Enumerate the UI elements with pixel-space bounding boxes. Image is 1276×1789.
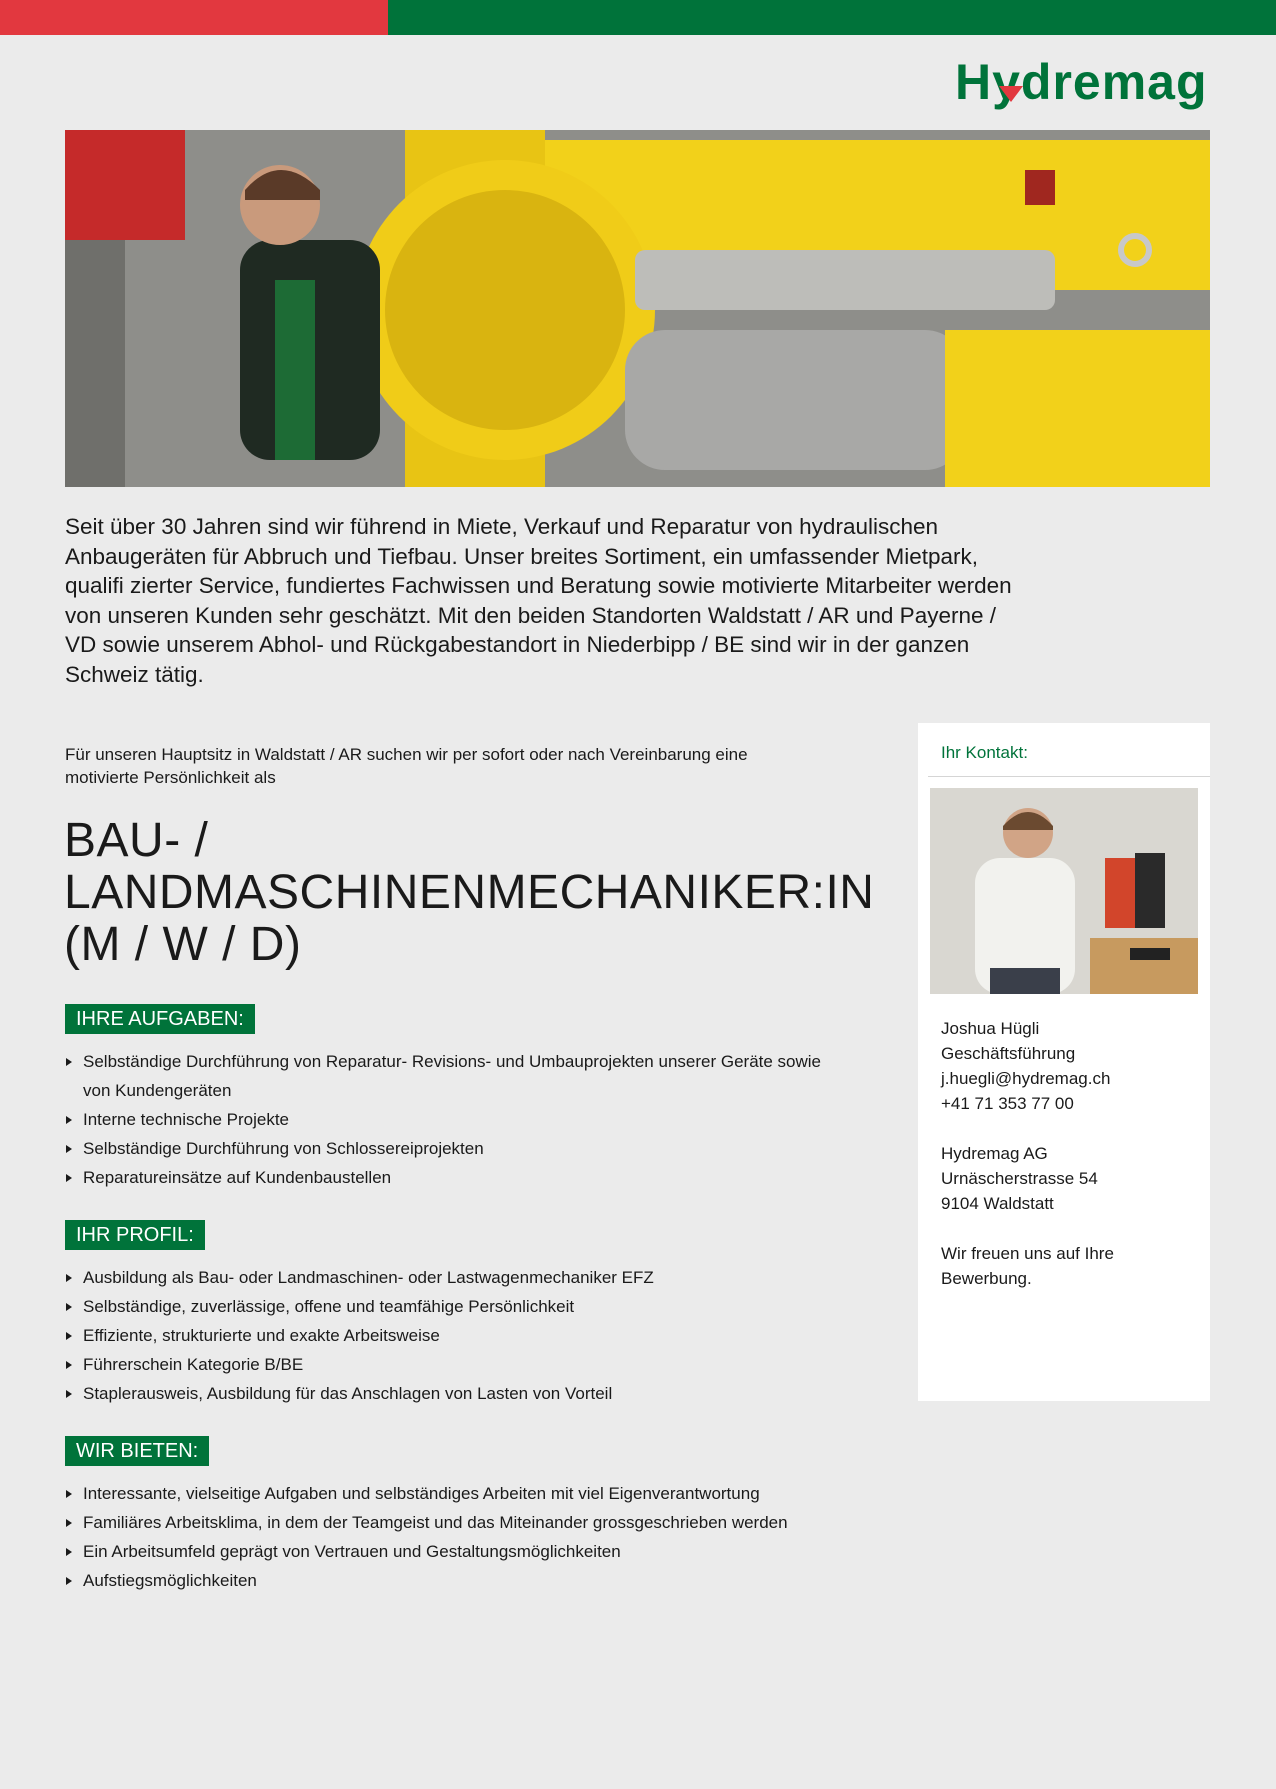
profile-list bbox=[65, 1263, 845, 1408]
tasks-heading: IHRE AUFGABEN: bbox=[65, 1004, 255, 1034]
worker-vest bbox=[275, 280, 315, 460]
list-item: Aufstiegsmöglichkeiten bbox=[65, 1566, 845, 1595]
company-name: Hydremag AG bbox=[941, 1144, 1048, 1163]
top-bar-red bbox=[0, 0, 388, 35]
hydraulic-cylinder bbox=[625, 330, 965, 470]
floor-shadow bbox=[65, 240, 125, 487]
list-item: Interessante, vielseitige Aufgaben und selbständiges Arbeiten mit viel Eigenverantwortung bbox=[65, 1479, 845, 1508]
job-title-line-1: BAU- / bbox=[64, 814, 209, 867]
red-jacket bbox=[1105, 858, 1135, 928]
intro-paragraph: Seit über 30 Jahren sind wir führend in Miete, Verkauf und Reparatur von hydraulischen Anbaugeräten für Abbruch und Tiefbau. Unser breites Sortiment, ein umfassender Mietpark, qualifi zierter Service, fundiertes Fachwissen und Beratung sowie motivierte Mitarbeiter werden von unseren Kunden sehr geschätzt. Mit den beiden Standorten Waldstatt / AR und Payerne / VD sowie unserem Abhol- und Rückgabestandort in Niederbipp / BE sind wir in der ganzen Schweiz tätig. bbox=[65, 514, 1012, 687]
list-item: Interne technische Projekte bbox=[65, 1105, 845, 1134]
contact-phone[interactable]: +41 71 353 77 00 bbox=[941, 1094, 1074, 1113]
top-bar-green bbox=[388, 0, 1276, 35]
contact-photo bbox=[930, 788, 1198, 994]
logo-wordmark: Hydremag bbox=[955, 54, 1208, 110]
yellow-ring-inner bbox=[385, 190, 625, 430]
closing-text: Wir freuen uns auf Ihre Bewerbung. bbox=[941, 1244, 1114, 1288]
job-title bbox=[64, 814, 875, 971]
list-item: Ausbildung als Bau- oder Landmaschinen- oder Lastwagenmechaniker EFZ bbox=[65, 1263, 845, 1292]
contact-name: Joshua Hügli bbox=[941, 1019, 1040, 1038]
contact-role: Geschäftsführung bbox=[941, 1044, 1076, 1063]
tasks-list bbox=[65, 1047, 845, 1192]
hydremag-logo bbox=[955, 52, 1208, 112]
company-street: Urnäscherstrasse 54 bbox=[941, 1169, 1098, 1188]
yellow-arm bbox=[945, 330, 1210, 487]
contact-details bbox=[941, 1016, 1201, 1291]
hydraulic-cylinder-top bbox=[635, 250, 1055, 310]
spacer bbox=[941, 1216, 1201, 1241]
list-item: Selbständige, zuverlässige, offene und teamfähige Persönlichkeit bbox=[65, 1292, 845, 1321]
list-item: Ein Arbeitsumfeld geprägt von Vertrauen und Gestaltungsmöglichkeiten bbox=[65, 1537, 845, 1566]
hero-illustration bbox=[65, 130, 1210, 487]
keyboard bbox=[1130, 948, 1170, 960]
list-item: Führerschein Kategorie B/BE bbox=[65, 1350, 845, 1379]
contact-email[interactable]: j.huegli@hydremag.ch bbox=[941, 1069, 1111, 1088]
desk bbox=[1090, 938, 1198, 994]
list-item: Familiäres Arbeitsklima, in dem der Teamgeist und das Miteinander grossgeschrieben werden bbox=[65, 1508, 845, 1537]
offer-heading: WIR BIETEN: bbox=[65, 1436, 209, 1466]
red-box bbox=[1025, 170, 1055, 205]
list-item: Effiziente, strukturierte und exakte Arbeitsweise bbox=[65, 1321, 845, 1350]
job-title-line-3: (M / W / D) bbox=[64, 918, 302, 971]
contact-title: Ihr Kontakt: bbox=[941, 743, 1028, 762]
list-item: Selbständige Durchführung von Reparatur- Revisions- und Umbauprojekten unserer Geräte sowie von Kundengeräten bbox=[65, 1047, 845, 1105]
lead-text: Für unseren Hauptsitz in Waldstatt / AR suchen wir per sofort oder nach Vereinbarung eine motivierte Persönlichkeit als bbox=[65, 745, 748, 787]
contact-divider bbox=[928, 776, 1210, 777]
contact-photo-illustration bbox=[930, 788, 1198, 994]
job-title-line-2: LANDMASCHINENMECHANIKER:IN bbox=[64, 866, 875, 919]
company-city: 9104 Waldstatt bbox=[941, 1194, 1054, 1213]
person-trousers bbox=[990, 968, 1060, 994]
offer-list bbox=[65, 1479, 845, 1595]
black-jacket bbox=[1135, 853, 1165, 928]
contact-card bbox=[918, 723, 1210, 1401]
hero-image bbox=[65, 130, 1210, 487]
profile-heading: IHR PROFIL: bbox=[65, 1220, 205, 1250]
list-item: Staplerausweis, Ausbildung für das Anschlagen von Lasten von Vorteil bbox=[65, 1379, 845, 1408]
red-cabinet bbox=[65, 130, 185, 240]
spacer bbox=[941, 1116, 1201, 1141]
list-item: Selbständige Durchführung von Schlossereiprojekten bbox=[65, 1134, 845, 1163]
list-item: Reparatureinsätze auf Kundenbaustellen bbox=[65, 1163, 845, 1192]
logo-triangle-icon bbox=[999, 86, 1023, 102]
